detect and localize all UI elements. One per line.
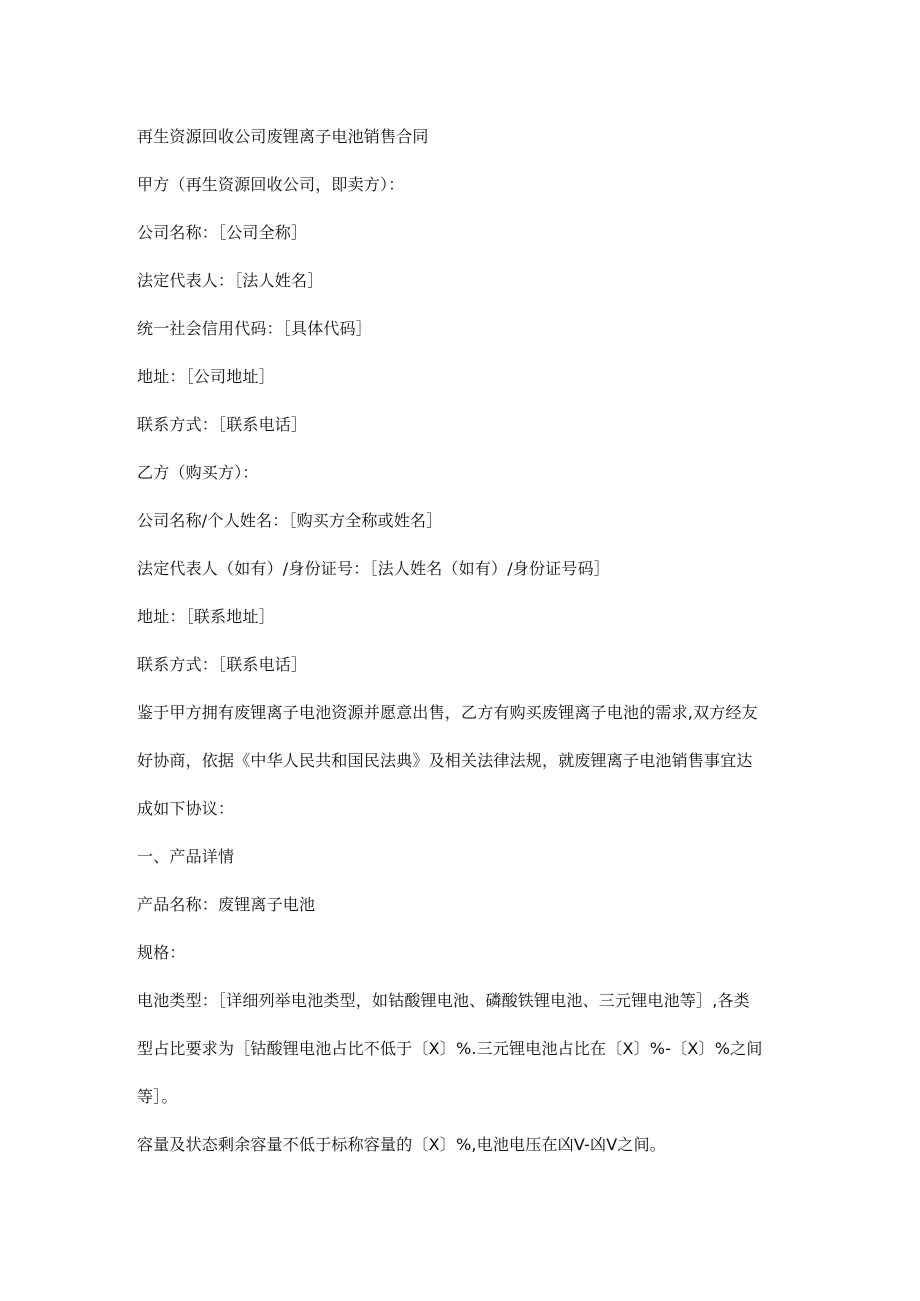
party-b-contact: 联系方式：［联系电话］ [137,655,308,674]
preamble-line-1: 鉴于甲方拥有废锂离子电池资源并愿意出售，乙方有购买废锂离子电池的需求,双方经友 [137,703,758,722]
capacity-line: 容量及状态剩余容量不低于标称容量的〔X〕%,电池电压在凶V-凶V之间。 [137,1135,666,1154]
party-b-heading: 乙方（购买方）： [137,463,259,482]
party-a-legal-rep: 法定代表人：［法人姓名］ [137,271,324,290]
battery-type-line-3: 等］。 [137,1087,178,1106]
battery-type-line-1: 电池类型：［详细列举电池类型，如钴酸锂电池、磷酸铁锂电池、三元锂电池等］,各类 [137,991,750,1010]
party-a-heading: 甲方（再生资源回收公司，即卖方）： [137,175,405,194]
document-title: 再生资源回收公司废锂离子电池销售合同 [137,127,429,146]
preamble-line-2: 好协商，依据《中华人民共和国民法典》及相关法律法规，就废锂离子电池销售事宜达 [137,751,753,770]
preamble-line-3: 成如下协议： [137,799,235,818]
spec-label: 规格： [137,943,186,962]
product-name: 产品名称：废锂离子电池 [137,895,316,914]
party-a-contact: 联系方式：［联系电话］ [137,415,308,434]
party-a-address: 地址：［公司地址］ [137,367,275,386]
party-b-name: 公司名称/个人姓名：［购买方全称或姓名］ [137,511,443,530]
party-b-legal-rep-id: 法定代表人（如有）/身份证号：［法人姓名（如有）/身份证号码］ [137,559,610,578]
party-a-credit-code: 统一社会信用代码：［具体代码］ [137,319,373,338]
battery-type-line-2: 型占比要求为［钴酸锂电池占比不低于〔X〕%.三元锂电池占比在〔X〕%-〔X〕%之间 [137,1039,763,1058]
party-b-address: 地址：［联系地址］ [137,607,275,626]
party-a-company-name: 公司名称：［公司全称］ [137,223,308,242]
section-1-heading: 一、产品详情 [137,847,235,866]
